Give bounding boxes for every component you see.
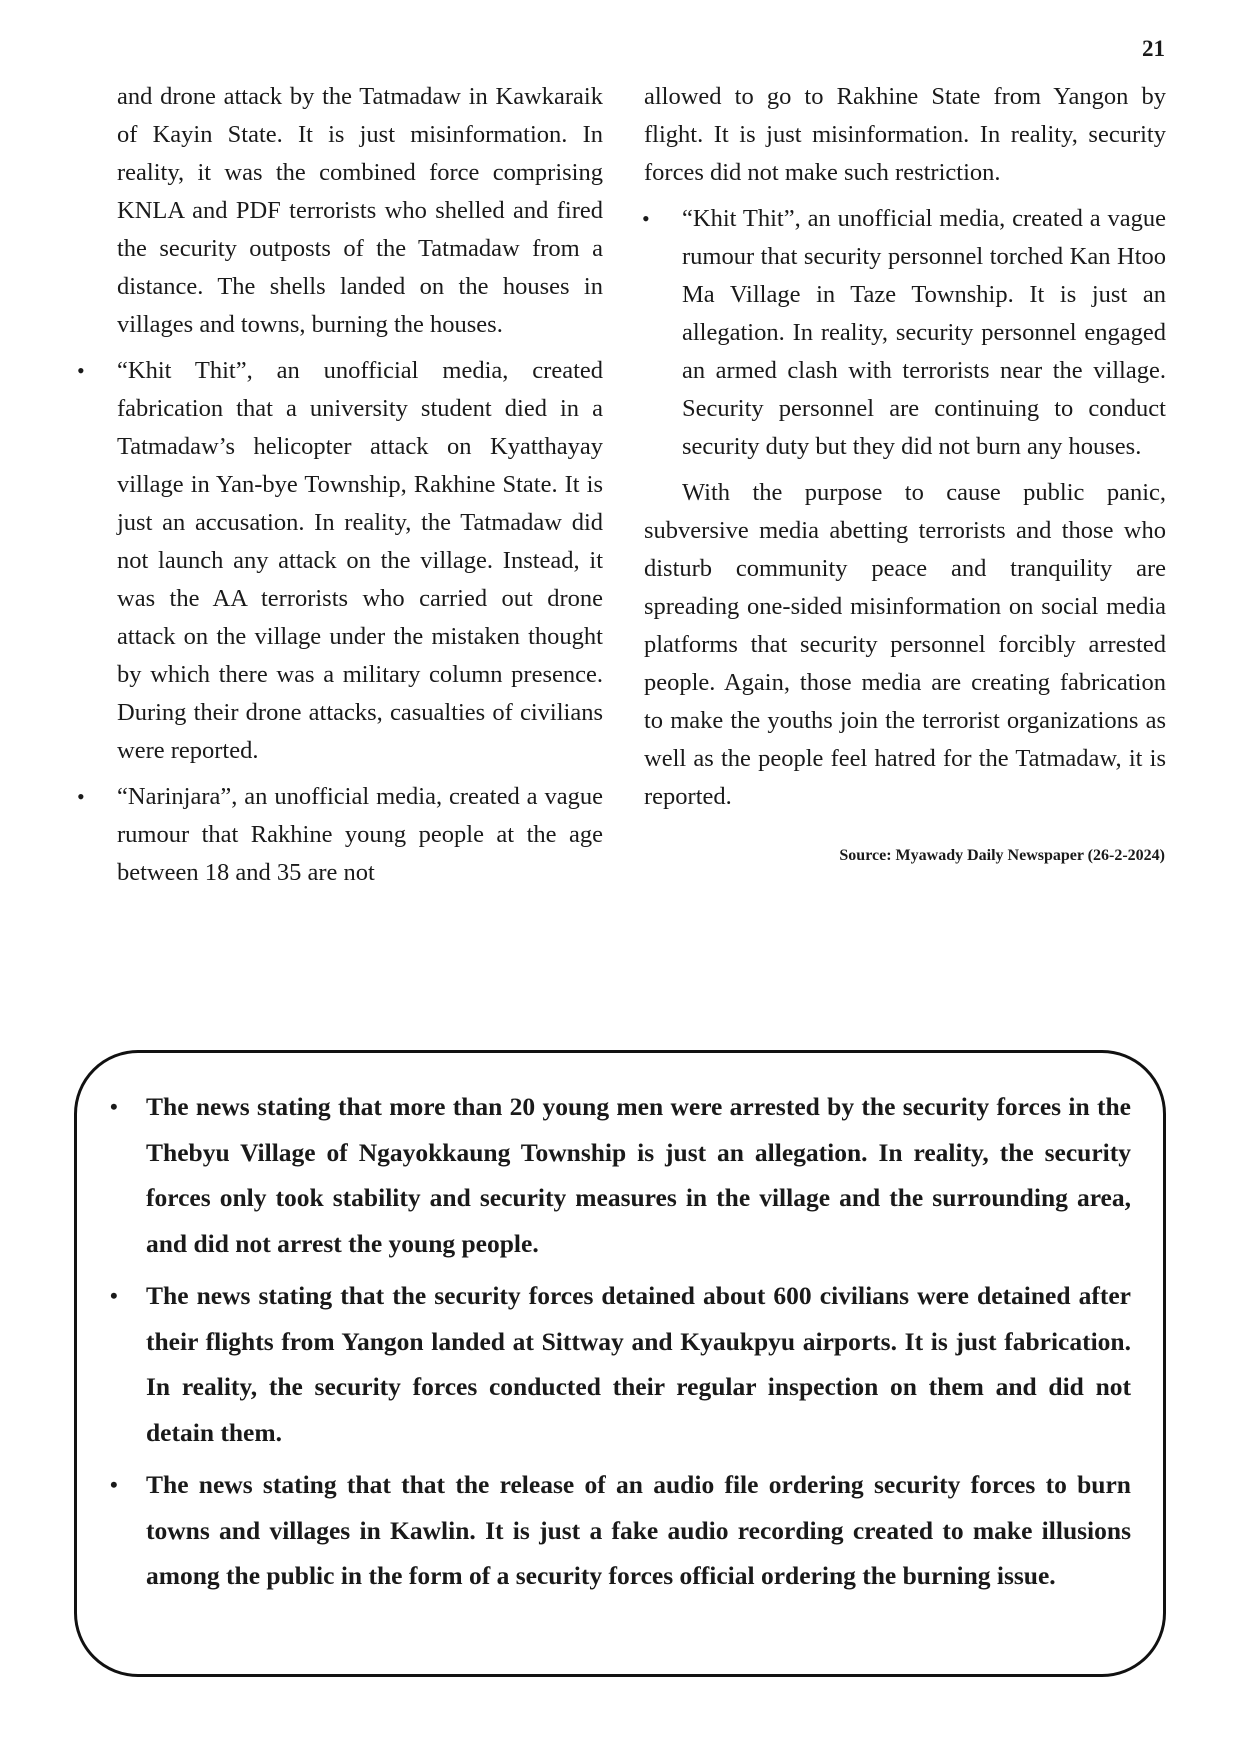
right-bullet-list	[644, 200, 1166, 466]
left-column	[117, 78, 603, 892]
highlight-item-airports: • The news stating that the security forces detained about 600 civilians were detained after their flights from Yangon landed at Sittway and Kyaukpyu airports. It is just fabrication. In reality, the security forces conducted their regular inspection on them and did not detain them.	[146, 1273, 1131, 1455]
highlight-item-thebyu: • The news stating that more than 20 young men were arrested by the security forces in the Thebyu Village of Ngayokkaung Township is just an allegation. In reality, the security forces only took stability and security measures in the village and the surrounding area, and did not arrest the young people.	[146, 1084, 1131, 1266]
left-bullet-list	[117, 352, 603, 892]
highlight-list	[146, 1084, 1131, 1606]
highlight-box	[74, 1050, 1166, 1677]
left-continuation-paragraph: and drone attack by the Tatmadaw in Kawkaraik of Kayin State. It is just misinformation. In reality, it was the combined force comprising KNLA and PDF terrorists who shelled and fired the security outposts of the Tatmadaw from a distance. The shells landed on the houses in villages and towns, burning the houses.	[117, 83, 603, 338]
highlight-item-audio-file: • The news stating that that the release of an audio file ordering security forces to burn towns and villages in Kawlin. It is just a fake audio recording created to make illusions among the public in the form of a security forces official ordering the burning issue.	[146, 1462, 1131, 1599]
bullet-item-khit-thit-village: • “Khit Thit”, an unofficial media, created a vague rumour that security personnel torched Kan Htoo Ma Village in Taze Township. It is just an allegation. In reality, security personnel engaged an armed clash with terrorists near the village. Security personnel are continuing to conduct security duty but they did not burn any houses.	[682, 200, 1166, 466]
bullet-item-khit-thit-helicopter: • “Khit Thit”, an unofficial media, created fabrication that a university student died in a Tatmadaw’s helicopter attack on Kyatthayay village in Yan-bye Township, Rakhine State. It is just an accusation. In reality, the Tatmadaw did not launch any attack on the village. Instead, it was the AA terrorists who carried out drone attack on the village under the mistaken thought by which there was a military column presence. During their drone attacks, casualties of civilians were reported.	[117, 352, 603, 770]
source-citation: Source: Myawady Daily Newspaper (26-2-2024)	[839, 847, 1165, 864]
closing-paragraph: With the purpose to cause public panic, subversive media abetting terrorists and those who disturb community peace and tranquility are spreading one-sided misinformation on social media platforms that security personnel forcibly arrested people. Again, those media are creating fabrication to make the youths join the terrorist organizations as well as the people feel hatred for the Tatmadaw, it is reported.	[644, 479, 1166, 810]
page-number: 21	[1142, 36, 1165, 61]
bullet-item-narinjara: • “Narinjara”, an unofficial media, created a vague rumour that Rakhine young people at the age between 18 and 35 are not	[117, 778, 603, 892]
right-column	[644, 78, 1166, 866]
right-continuation-paragraph: allowed to go to Rakhine State from Yangon by flight. It is just misinformation. In reality, security forces did not make such restriction.	[644, 83, 1166, 186]
